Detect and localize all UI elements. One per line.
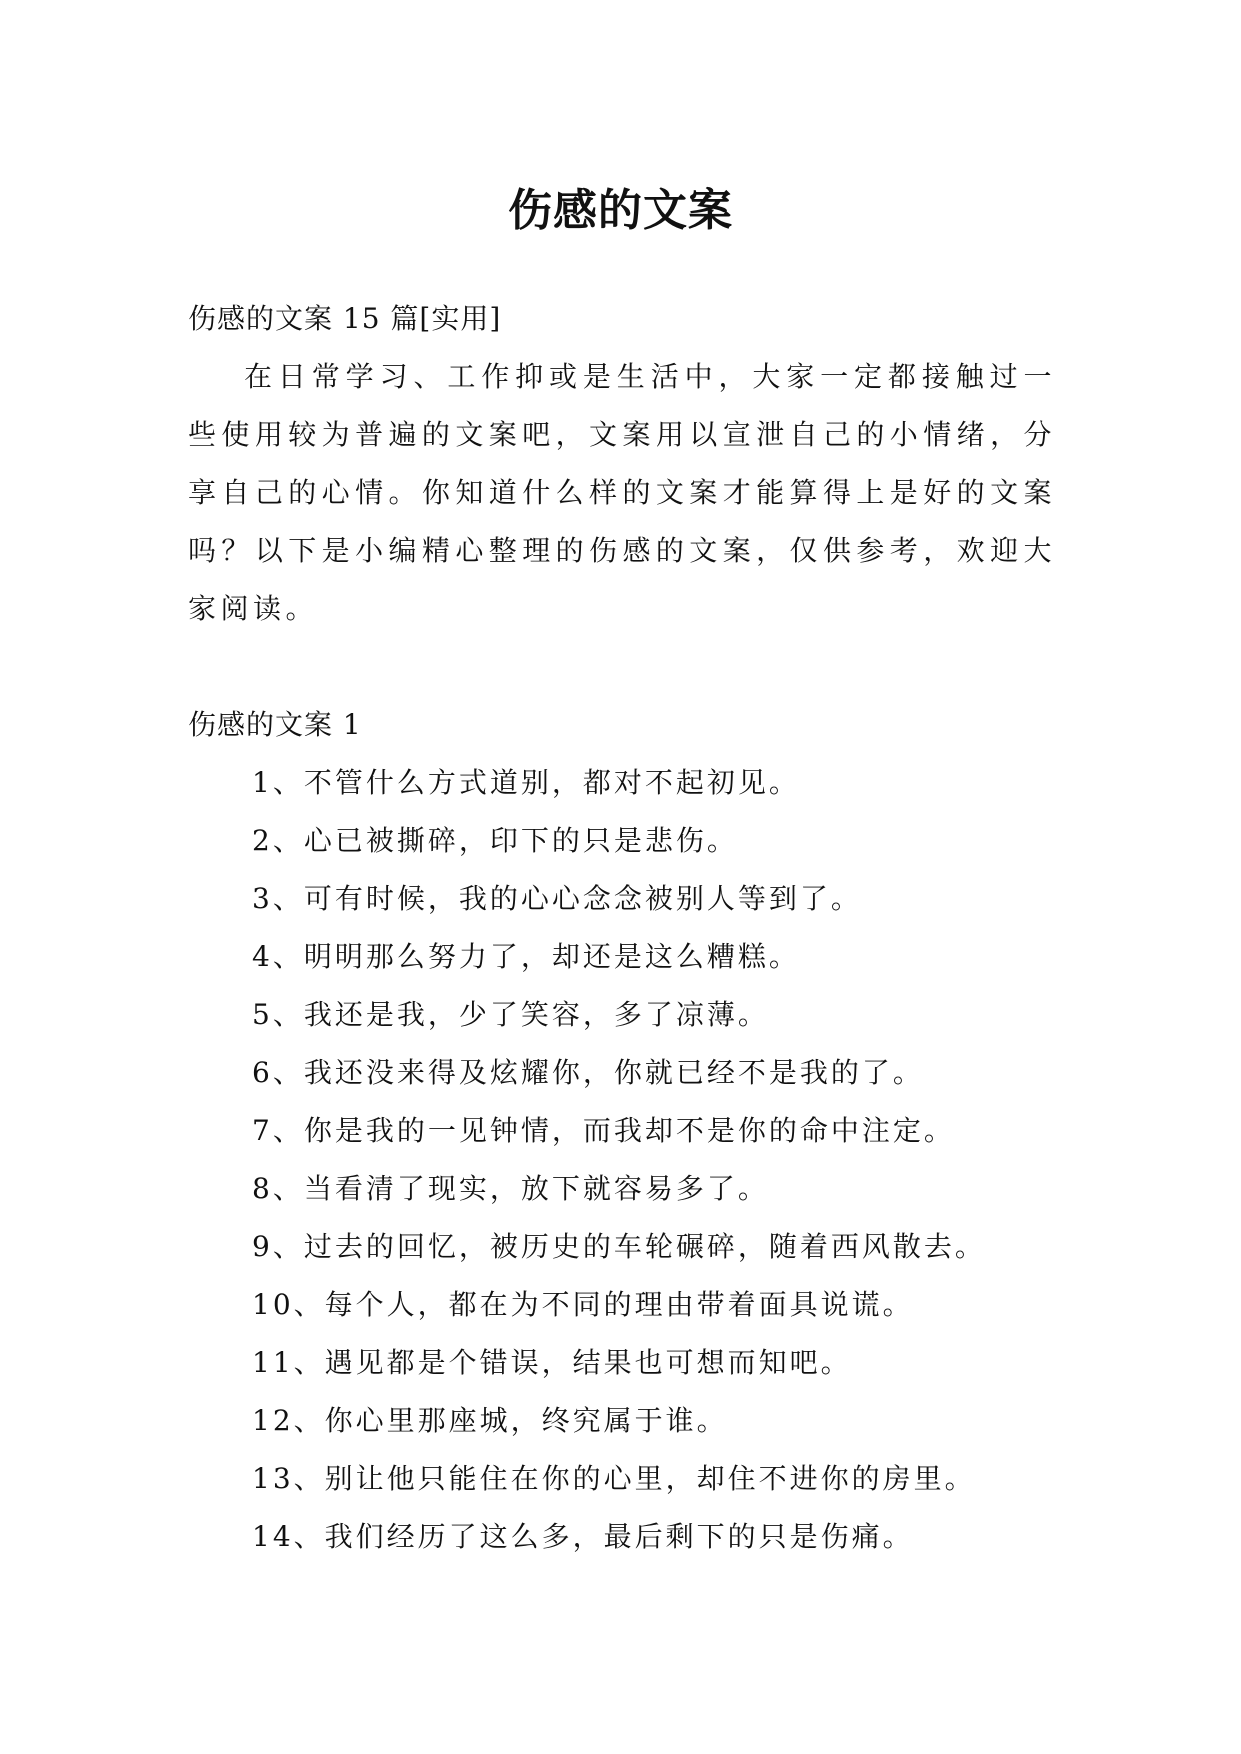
list-item: 6、我还没来得及炫耀你，你就已经不是我的了。 — [252, 1056, 924, 1089]
list-item: 12、你心里那座城，终究属于谁。 — [252, 1404, 728, 1437]
list-item: 5、我还是我，少了笑容，多了凉薄。 — [252, 998, 769, 1031]
quote-list — [188, 754, 1056, 1566]
list-item: 13、别让他只能住在你的心里，却住不进你的房里。 — [252, 1462, 976, 1495]
list-item: 3、可有时候，我的心心念念被别人等到了。 — [252, 882, 862, 915]
document-title: 伤感的文案 — [508, 185, 733, 237]
section-title: 伤感的文案 1 — [188, 708, 362, 741]
list-item: 7、你是我的一见钟情，而我却不是你的命中注定。 — [252, 1114, 955, 1147]
list-item: 2、心已被撕碎，印下的只是悲伤。 — [252, 824, 738, 857]
list-item: 1、不管什么方式道别，都对不起初见。 — [252, 766, 800, 799]
list-item: 9、过去的回忆，被历史的车轮碾碎，随着西风散去。 — [252, 1230, 986, 1263]
list-item: 11、遇见都是个错误，结果也可想而知吧。 — [252, 1346, 852, 1379]
list-item: 14、我们经历了这么多，最后剩下的只是伤痛。 — [252, 1520, 914, 1553]
intro-paragraph: 在日常学习、工作抑或是生活中，大家一定都接触过一些使用较为普遍的文案吧，文案用以宣泄自己的小情绪，分享自己的心情。你知道什么样的文案才能算得上是好的文案吗？以下是小编精心整理的伤感的文案，仅供参考，欢迎大家阅读。 — [188, 360, 1056, 625]
list-item: 8、当看清了现实，放下就容易多了。 — [252, 1172, 769, 1205]
list-item: 10、每个人，都在为不同的理由带着面具说谎。 — [252, 1288, 914, 1321]
document-subtitle: 伤感的文案 15 篇[实用] — [188, 302, 502, 335]
document-body — [188, 290, 1056, 1566]
list-item: 4、明明那么努力了，却还是这么糟糕。 — [252, 940, 800, 973]
